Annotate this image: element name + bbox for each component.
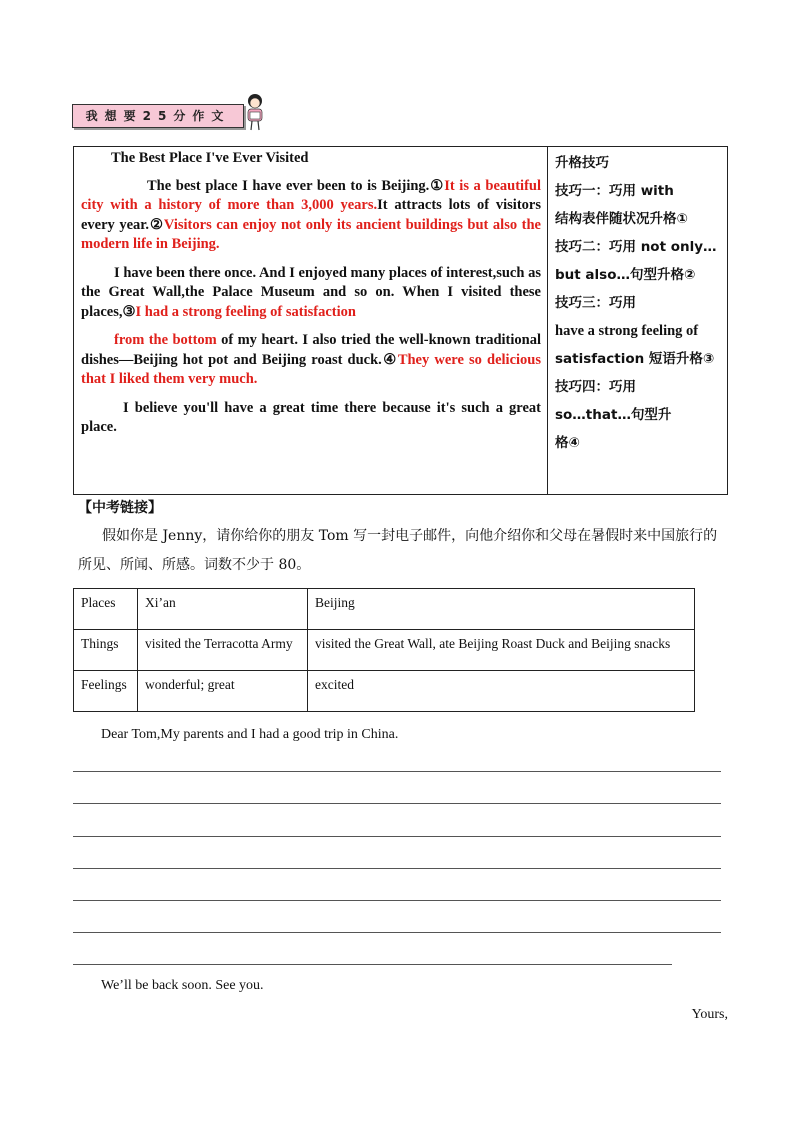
info-table bbox=[73, 588, 695, 712]
highlighted-sentence: I had a strong feeling of satisfaction bbox=[135, 303, 356, 320]
table-cell: Feelings bbox=[74, 671, 138, 712]
table-cell: Things bbox=[74, 630, 138, 671]
writing-line[interactable] bbox=[73, 803, 721, 804]
table-row bbox=[74, 589, 695, 630]
essay-text: The best place I have ever been to is Beijing.① bbox=[147, 177, 445, 194]
section-title: 【中考链接】 bbox=[78, 500, 162, 516]
essay-text: I have been there once. And I enjoyed many places of interest,such as the Great Wall,the Palace Museum and so on. When I visited these places,③ bbox=[81, 264, 541, 320]
highlighted-sentence: Visitors can enjoy not only its ancient buildings but also the modern life in Beijing. bbox=[81, 216, 541, 252]
tips-heading: 升格技巧 bbox=[555, 155, 609, 171]
table-cell: Beijing bbox=[308, 589, 695, 630]
tip-line: 格④ bbox=[555, 435, 580, 451]
highlighted-sentence: It is a beautiful city with a history of more than 3,000 years. bbox=[81, 177, 541, 213]
essay-paragraph-2 bbox=[81, 264, 541, 323]
highlighted-sentence: from the bottom bbox=[114, 332, 217, 348]
essay-paragraph-3 bbox=[81, 331, 541, 390]
tips-cell bbox=[548, 147, 728, 495]
letter-closing: We’ll be back soon. See you. bbox=[101, 978, 264, 993]
essay-title: The Best Place I've Ever Visited bbox=[111, 150, 309, 166]
tip-line: but also…句型升格② bbox=[555, 267, 696, 283]
tip-line: so…that…句型升 bbox=[555, 407, 672, 423]
sample-essay-table bbox=[73, 146, 728, 495]
tip-line: satisfaction 短语升格③ bbox=[555, 351, 715, 367]
table-cell: visited the Great Wall, ate Beijing Roast Duck and Beijing snacks bbox=[308, 630, 695, 671]
essay-paragraph-4: I believe you'll have a great time there because it's such a great place. bbox=[81, 399, 541, 435]
essay-text: It attracts lots of visitors every year.② bbox=[81, 197, 541, 233]
table-cell: excited bbox=[308, 671, 695, 712]
letter-signoff: Yours, bbox=[691, 1007, 728, 1022]
writing-line[interactable] bbox=[73, 868, 721, 869]
table-cell: Xi’an bbox=[138, 589, 308, 630]
tip-line: 技巧二：巧用 not only… bbox=[555, 239, 717, 255]
writing-line[interactable] bbox=[73, 771, 721, 772]
table-row bbox=[74, 671, 695, 712]
reading-girl-icon bbox=[240, 92, 270, 132]
tip-line: 结构表伴随状况升格① bbox=[555, 211, 688, 227]
table-cell: Places bbox=[74, 589, 138, 630]
highlighted-sentence: They were so delicious that I liked them very much. bbox=[81, 351, 541, 387]
writing-line[interactable] bbox=[73, 836, 721, 837]
essay-text: of my heart. I also tried the well-known traditional dishes—Beijing hot pot and Beijing roast duck.④ bbox=[81, 332, 541, 368]
tip-line: 技巧一：巧用 with bbox=[555, 183, 674, 199]
tip-line: 技巧三：巧用 bbox=[555, 295, 636, 311]
writing-line[interactable] bbox=[73, 900, 721, 901]
section-banner: 我想要25分作文 bbox=[72, 104, 244, 128]
writing-line[interactable] bbox=[73, 932, 721, 933]
tip-line: 技巧四：巧用 bbox=[555, 379, 636, 395]
table-cell: visited the Terracotta Army bbox=[138, 630, 308, 671]
essay-paragraph-1 bbox=[81, 177, 541, 255]
table-row bbox=[74, 630, 695, 671]
letter-opening: Dear Tom,My parents and I had a good trip in China. bbox=[101, 727, 399, 742]
writing-prompt: 假如你是 Jenny，请你给你的朋友 Tom 写一封电子邮件，向他介绍你和父母在暑假时来中国旅行的所见、所闻、所感。词数不少于 80。 bbox=[78, 528, 718, 573]
tip-line: have a strong feeling of bbox=[555, 323, 699, 339]
writing-line[interactable] bbox=[73, 964, 672, 965]
essay-cell bbox=[74, 147, 548, 495]
table-cell: wonderful; great bbox=[138, 671, 308, 712]
